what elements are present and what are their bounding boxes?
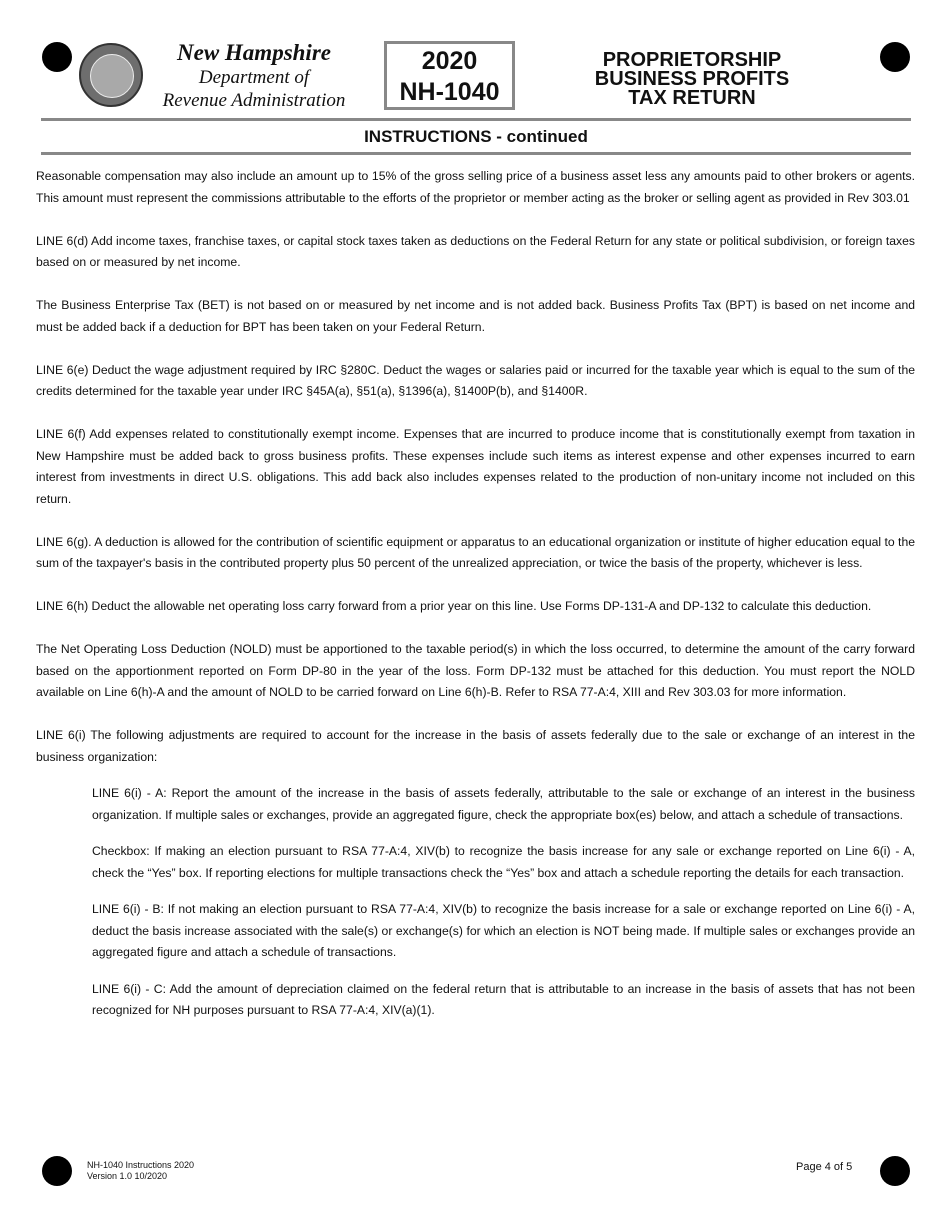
paragraph-line-6i-c: LINE 6(i) - C: Add the amount of depreciation claimed on the federal return that is attributable to an increase in the basis of assets that has not been recognized for NH purposes pursuant to RSA 77-A:4, XIV(a)(1). <box>92 981 915 1017</box>
agency-line-1: Department of <box>198 67 310 88</box>
state-seal-icon <box>79 43 143 107</box>
section-title: INSTRUCTIONS - continued <box>364 127 588 146</box>
header-divider-bottom <box>41 152 911 155</box>
paragraph-line-6g: LINE 6(g). A deduction is allowed for the contribution of scientific equipment or apparatus to an educational organization or institute of higher education equal to the sum of the taxpayer's basis in the contributed property plus 50 percent of the unrealized appreciation, or twice the basis of the property, whichever is less. <box>36 534 915 570</box>
paragraph-line-6i-b: LINE 6(i) - B: If not making an election pursuant to RSA 77-A:4, XIV(b) to recognize the basis increase for a sale or exchange reported on Line 6(i) - A, deduct the basis increase associated with the sale(s) or exchange(s) for which an election is NOT being made. If multiple sales or exchanges provide an aggregated figure and attach a schedule of transactions. <box>92 902 915 959</box>
form-title-line-2: BUSINESS PROFITS <box>594 68 790 90</box>
paragraph-bet-bpt: The Business Enterprise Tax (BET) is not based on or measured by net income and is not added back. Business Profits Tax (BPT) is based on net income and must be added back if a deduction for BPT has been taken on your Federal Return. <box>36 298 915 334</box>
registration-dot-bottom-left <box>42 1156 72 1186</box>
registration-dot-top-right <box>880 42 910 72</box>
paragraph-line-6i-a: LINE 6(i) - A: Report the amount of the increase in the basis of assets federally, attributable to the sale or exchange of an interest in the business organization. If multiple sales or exchanges, provide an aggregated figure, check the appropriate box(es) below, and attach a schedule of transactions. <box>92 786 915 822</box>
registration-dot-bottom-right <box>880 1156 910 1186</box>
paragraph-checkbox: Checkbox: If making an election pursuant to RSA 77-A:4, XIV(b) to recognize the basis increase for any sale or exchange reported on Line 6(i) - A, check the “Yes” box. If reporting elections for multiple transactions check the “Yes” box and attach a schedule reporting the details for each transaction. <box>92 844 915 880</box>
paragraph-nold: The Net Operating Loss Deduction (NOLD) must be apportioned to the taxable period(s) in which the loss occurred, to determine the amount of the carry forward based on the apportionment reported on Form DP-80 in the year of the loss. Form DP-132 must be attached for this deduction. You must report the NOLD available on Line 6(h)-A and the amount of NOLD to be carried forward on Line 6(h)-B. Refer to RSA 77-A:4, XIII and Rev 303.03 for more information. <box>36 642 915 699</box>
header-divider-top <box>41 118 911 121</box>
form-title-line-3: TAX RETURN <box>628 87 756 109</box>
form-number: NH-1040 <box>399 78 500 106</box>
paragraph-line-6i: LINE 6(i) The following adjustments are required to account for the increase in the basis of assets federally due to the sale or exchange of an interest in the business organization: <box>36 728 915 764</box>
paragraph-line-6f: LINE 6(f) Add expenses related to constitutionally exempt income. Expenses that are incurred to produce income that is constitutionally exempt from taxation in New Hampshire must be added back to gross business profits. These expenses include such items as interest expense and other expenses incurred to earn interest from investments in direct U.S. obligations. This add back also includes expenses related to the production of non-unitary income not included on this return. <box>36 427 915 506</box>
form-year: 2020 <box>421 47 478 75</box>
form-title-line-1: PROPRIETORSHIP <box>602 49 782 71</box>
agency-line-2: Revenue Administration <box>162 90 346 111</box>
paragraph-line-6e: LINE 6(e) Deduct the wage adjustment required by IRC §280C. Deduct the wages or salaries paid or incurred for the taxable year which is equal to the sum of the credits determined for the taxable year under IRC §45A(a), §51(a), §1396(a), §1400P(b), and §1400R. <box>36 362 915 398</box>
page-number: Page 4 of 5 <box>796 1161 853 1173</box>
paragraph-line-6d: LINE 6(d) Add income taxes, franchise taxes, or capital stock taxes taken as deductions on the Federal Return for any state or political subdivision, or foreign taxes based on or measured by net income. <box>36 233 915 269</box>
paragraph-reasonable-compensation: Reasonable compensation may also include an amount up to 15% of the gross selling price of a business asset less any amounts paid to other brokers or agents. This amount must represent the commissions attributable to the efforts of the proprietor or member acting as the broker or selling agent as provided in Rev 303.01 <box>36 169 915 205</box>
footer-version: Version 1.0 10/2020 <box>87 1171 168 1181</box>
instructions-body <box>36 166 915 1037</box>
paragraph-line-6h: LINE 6(h) Deduct the allowable net operating loss carry forward from a prior year on this line. Use Forms DP-131-A and DP-132 to calculate this deduction. <box>36 599 872 613</box>
registration-dot-top-left <box>42 42 72 72</box>
agency-state: New Hampshire <box>177 40 331 65</box>
form-id-box <box>384 41 515 110</box>
form-title <box>585 51 799 108</box>
footer-doc-info <box>87 1160 194 1182</box>
agency-name <box>148 40 360 112</box>
footer-doc-name: NH-1040 Instructions 2020 <box>87 1160 195 1170</box>
